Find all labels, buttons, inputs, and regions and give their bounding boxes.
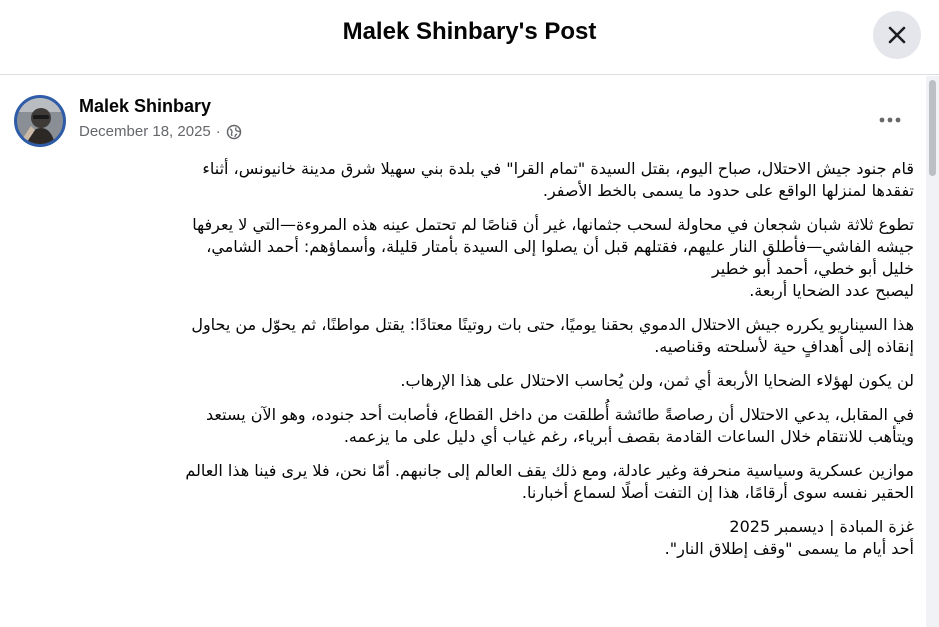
post-paragraph-2: تطوع ثلاثة شبان شجعان في محاولة لسحب جثمانها، غير أن قناصًا لم تحتمل عينه هذه المروءة—التي لا يعرفها جيشه الفاشي—فأطلق النار عليهم، فقتلهم قبل أن يصلوا إلى السيدة بأمتار قليلة، وأسماؤهم: أحمد الشامي، خليل أبو خطي، أحمد أبو خطير ليصبح عدد الضحايا أربعة. (192, 215, 914, 300)
more-options-button[interactable] (868, 102, 912, 138)
post-paragraph-3: هذا السيناريو يكرره جيش الاحتلال الدموي بحقنا يوميًا، حتى بات روتينًا معتادًا: يقتل مواطنًا، ثم يحوّل من يحاول إنقاذه إلى أهدافٍ حية لأسلحته وقناصيه. (191, 315, 914, 356)
post-paragraph-1: قام جنود جيش الاحتلال، صباح اليوم، بقتل السيدة "تمام القرا" في بلدة بني سهيلا شرق مدينة خانيونس، أثناء تفقدها لمنزلها الواقع على حدود ما يسمى بالخط الأصفر. (202, 159, 914, 200)
scrollbar[interactable] (926, 76, 939, 627)
post-meta (79, 123, 242, 140)
avatar[interactable] (14, 95, 66, 147)
dialog-title: Malek Shinbary's Post (342, 18, 597, 45)
post-paragraph-6: موازين عسكرية وسياسية منحرفة وغير عادلة، ومع ذلك يقف العالم إلى جانبهم. أمّا نحن، فلا يرى فينا هذا العالم الحقير نفسه سوى أرقامًا، هذا إن التفت أصلًا لسماع أخبارنا. (185, 461, 914, 502)
more-horizontal-icon (878, 116, 902, 124)
post-content[interactable] (0, 76, 926, 627)
close-button[interactable] (873, 11, 921, 59)
meta-separator: · (215, 123, 221, 140)
author-name[interactable]: Malek Shinbary (79, 96, 212, 116)
post-date[interactable]: December 18, 2025 (79, 123, 211, 140)
avatar-photo (17, 98, 63, 144)
scrollbar-thumb[interactable] (929, 80, 936, 176)
post-paragraph-7: غزة المبادة | ديسمبر 2025 أحد أيام ما يسمى "وقف إطلاق النار". (664, 517, 914, 558)
dialog-header (0, 0, 939, 75)
close-icon (887, 25, 907, 45)
post-body (18, 158, 914, 572)
globe-icon[interactable] (226, 124, 242, 140)
post-paragraph-4: لن يكون لهؤلاء الضحايا الأربعة أي ثمن، ولن يُحاسب الاحتلال على هذا الإرهاب. (400, 371, 914, 390)
post-paragraph-5: في المقابل، يدعي الاحتلال أن رصاصةً طائشة أُطلقت من داخل القطاع، فأصابت أحد جنوده، وهو الآن يستعد ويتأهب للانتقام خلال الساعات القادمة بقصف أبرياء، رغم غياب أي دليل على ما يزعمه. (206, 405, 914, 446)
